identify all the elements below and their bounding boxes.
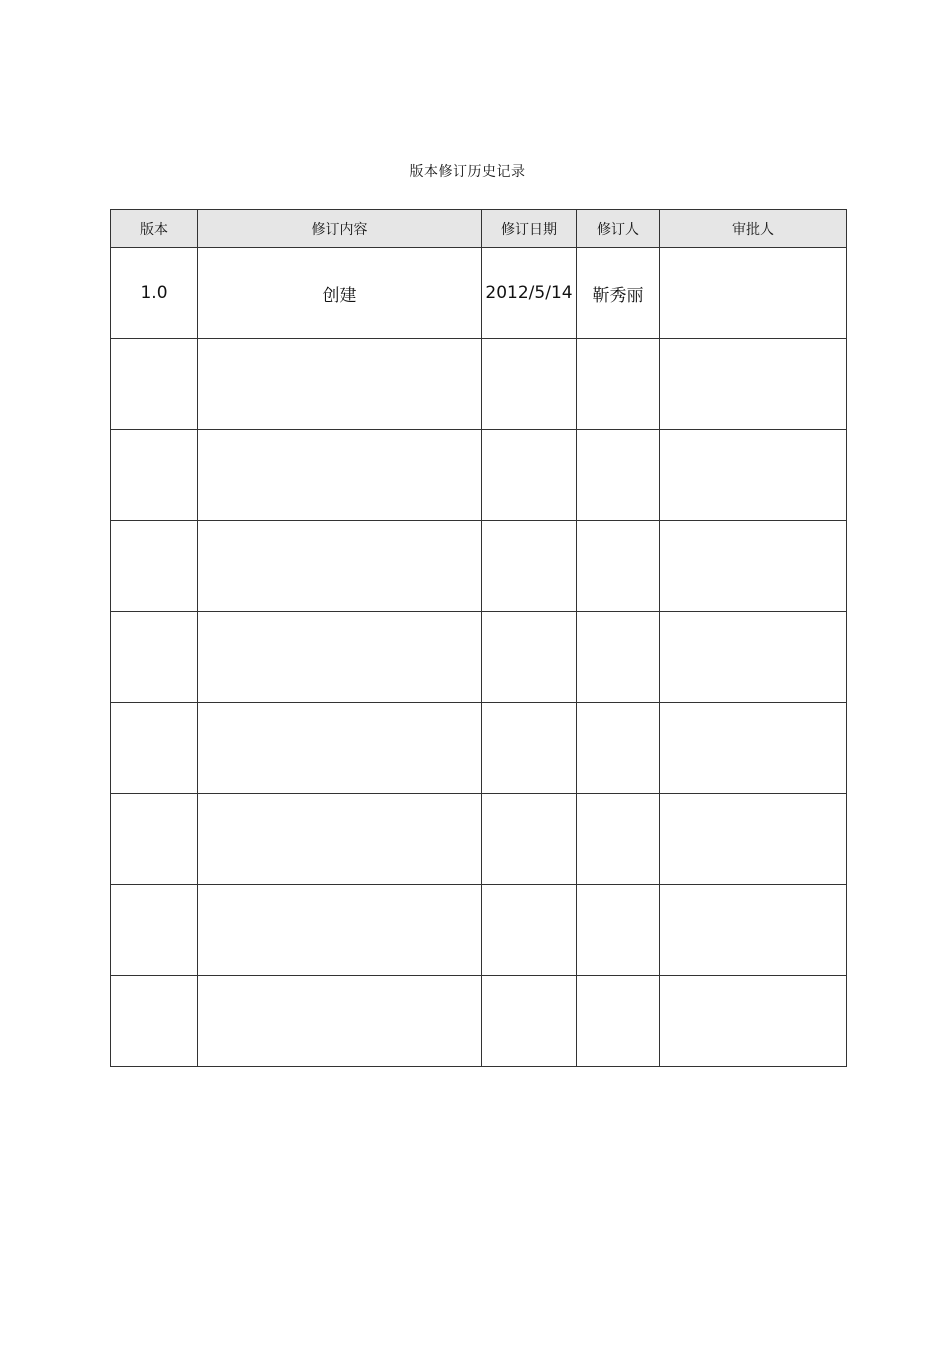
cell-reviser [577, 612, 660, 703]
cell-reviser: 靳秀丽 [577, 248, 660, 339]
cell-approver [660, 430, 847, 521]
cell-version [111, 794, 198, 885]
cell-approver [660, 794, 847, 885]
table-header-row [111, 210, 847, 248]
cell-approver [660, 885, 847, 976]
table-row [111, 248, 847, 339]
cell-date [482, 521, 577, 612]
cell-approver [660, 612, 847, 703]
document-title: 版本修订历史记录 [409, 164, 526, 180]
cell-content [198, 885, 482, 976]
cell-version [111, 612, 198, 703]
cell-date: 2012/5/14 [482, 248, 577, 339]
table-row [111, 339, 847, 430]
cell-date [482, 703, 577, 794]
cell-date [482, 612, 577, 703]
header-approver: 审批人 [660, 210, 847, 248]
cell-version [111, 521, 198, 612]
cell-approver [660, 521, 847, 612]
cell-reviser [577, 976, 660, 1067]
cell-content [198, 521, 482, 612]
cell-reviser [577, 703, 660, 794]
cell-date [482, 794, 577, 885]
cell-reviser [577, 794, 660, 885]
table-row [111, 703, 847, 794]
cell-reviser [577, 430, 660, 521]
cell-reviser [577, 521, 660, 612]
cell-content: 创建 [198, 248, 482, 339]
cell-version: 1.0 [111, 248, 198, 339]
cell-content [198, 430, 482, 521]
header-reviser: 修订人 [577, 210, 660, 248]
cell-approver [660, 248, 847, 339]
cell-date [482, 976, 577, 1067]
cell-version [111, 339, 198, 430]
cell-content [198, 339, 482, 430]
cell-approver [660, 703, 847, 794]
revision-history-table [110, 209, 847, 1067]
cell-approver [660, 339, 847, 430]
table-row [111, 885, 847, 976]
cell-content [198, 976, 482, 1067]
cell-version [111, 703, 198, 794]
table-row [111, 521, 847, 612]
cell-approver [660, 976, 847, 1067]
table-row [111, 976, 847, 1067]
header-date: 修订日期 [482, 210, 577, 248]
cell-reviser [577, 885, 660, 976]
header-content: 修订内容 [198, 210, 482, 248]
table-row [111, 430, 847, 521]
cell-date [482, 430, 577, 521]
table-row [111, 612, 847, 703]
cell-reviser [577, 339, 660, 430]
cell-date [482, 339, 577, 430]
cell-date [482, 885, 577, 976]
header-version: 版本 [111, 210, 198, 248]
cell-version [111, 430, 198, 521]
cell-content [198, 794, 482, 885]
cell-version [111, 976, 198, 1067]
cell-content [198, 703, 482, 794]
cell-content [198, 612, 482, 703]
table-row [111, 794, 847, 885]
cell-version [111, 885, 198, 976]
